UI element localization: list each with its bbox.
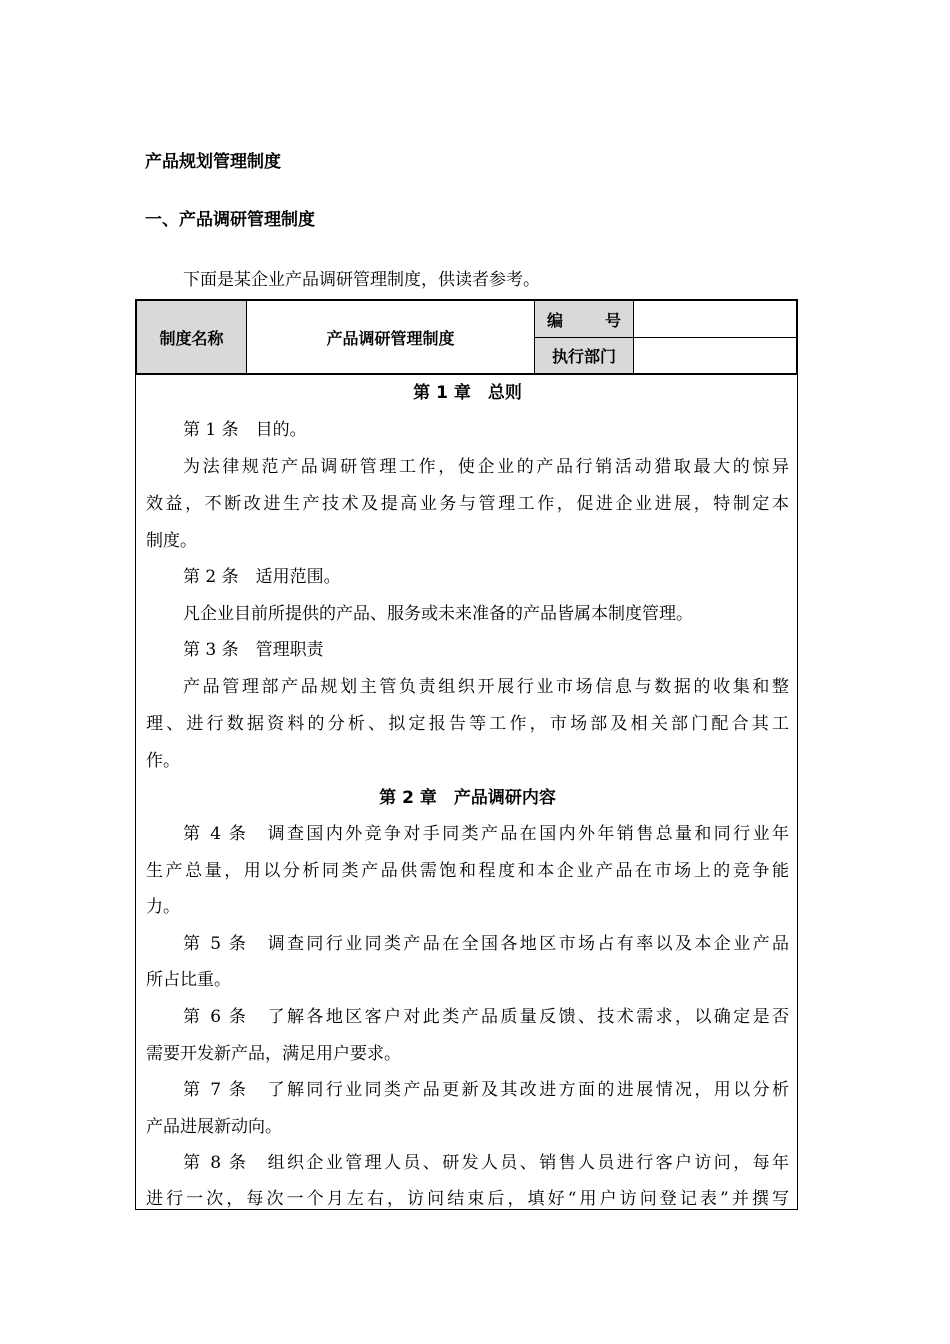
paragraph-line: 产品进展新动向。 [146,1117,282,1137]
paragraph-line: 生产总量，用以分析同类产品供需饱和程度和本企业产品在市场上的竞争能 [146,861,789,881]
intro-paragraph: 下面是某企业产品调研管理制度，供读者参考。 [183,270,540,290]
paragraph-line: 产品管理部产品规划主管负责组织开展行业市场信息与数据的收集和整 [183,677,789,697]
code-label-part-2: 号 [604,310,621,330]
chapter-heading: 第 2 章 产品调研内容 [379,788,556,808]
section-title: 一、产品调研管理制度 [145,210,315,230]
article-title: 第 2 条 适用范围。 [183,567,341,587]
paragraph-line: 力。 [146,897,180,917]
code-label-cell [535,301,634,338]
paragraph-line: 凡企业目前所提供的产品、服务或未来准备的产品皆属本制度管理。 [183,604,693,624]
chapter-heading: 第 1 章 总则 [413,383,522,403]
code-label-part-1: 编 [547,310,564,330]
paragraph-line: 第 5 条 调查同行业同类产品在全国各地区市场占有率以及本企业产品 [183,934,789,954]
paragraph-line: 所占比重。 [146,970,231,990]
paragraph-line: 制度。 [146,531,197,551]
policy-body [135,375,798,1210]
document-title: 产品规划管理制度 [145,152,281,172]
name-label-cell: 制度名称 [137,301,247,373]
paragraph-line: 作。 [146,751,180,771]
paragraph-line: 进行一次，每次一个月左右，访问结束后，填好“用户访问登记表”并撰写 [146,1189,789,1209]
paragraph-line: 第 4 条 调查国内外竞争对手同类产品在国内外年销售总量和同行业年 [183,824,789,844]
paragraph-line: 第 7 条 了解同行业同类产品更新及其改进方面的进展情况，用以分析 [183,1080,789,1100]
dept-value-cell [634,338,796,373]
header-table [135,299,798,375]
paragraph-line: 需要开发新产品，满足用户要求。 [146,1044,401,1064]
name-value-cell: 产品调研管理制度 [247,301,535,373]
code-value-cell [634,301,796,338]
paragraph-line: 理、进行数据资料的分析、拟定报告等工作，市场部及相关部门配合其工 [146,714,789,734]
paragraph-line: 第 6 条 了解各地区客户对此类产品质量反馈、技术需求，以确定是否 [183,1007,789,1027]
paragraph-line: 效益，不断改进生产技术及提高业务与管理工作，促进企业进展，特制定本 [146,494,789,514]
paragraph-line: 第 8 条 组织企业管理人员、研发人员、销售人员进行客户访问，每年 [183,1153,789,1173]
dept-label-cell: 执行部门 [535,338,634,373]
article-title: 第 3 条 管理职责 [183,640,324,660]
article-title: 第 1 条 目的。 [183,420,307,440]
paragraph-line: 为法律规范产品调研管理工作，使企业的产品行销活动猎取最大的惊异 [183,457,789,477]
